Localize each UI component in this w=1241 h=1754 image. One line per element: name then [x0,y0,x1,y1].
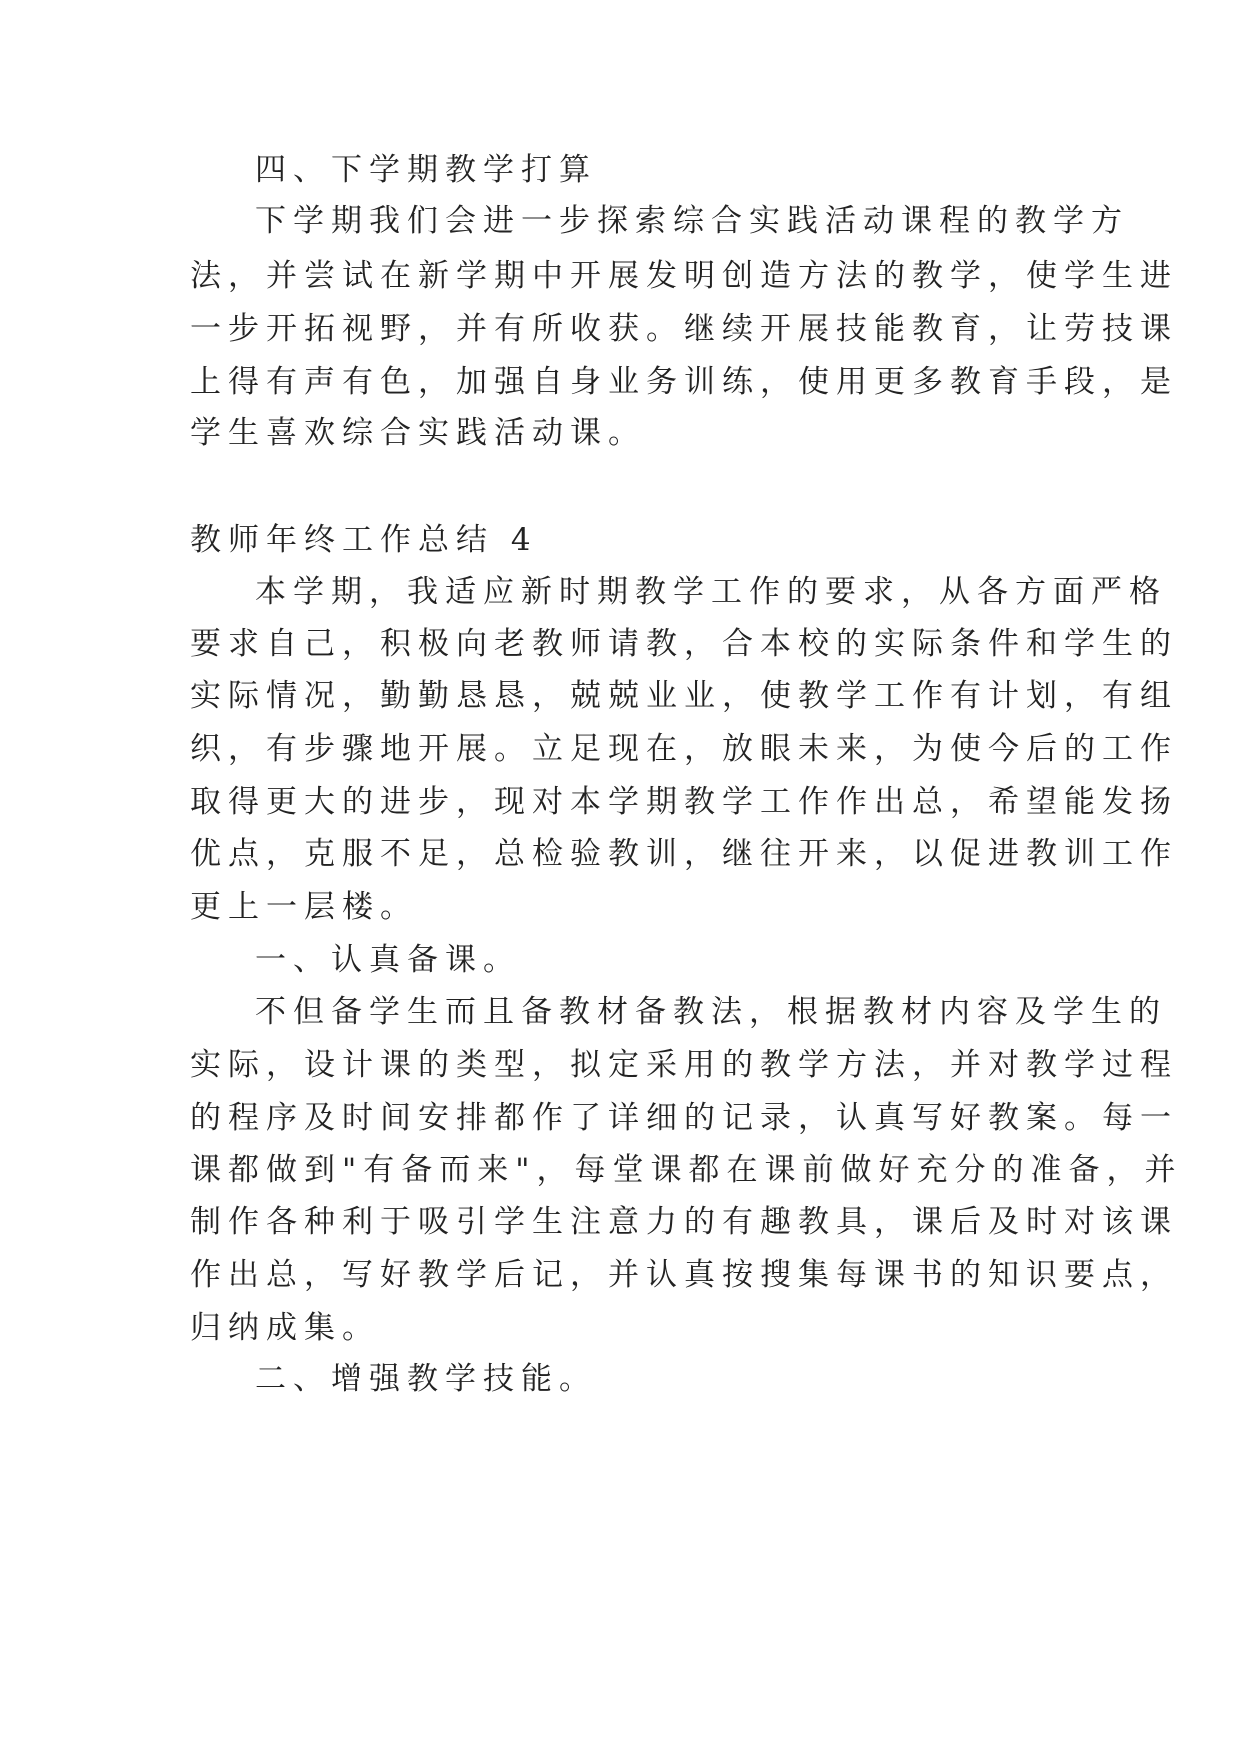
body-line: 下学期我们会进一步探索综合实践活动课程的教学方 [255,203,1129,239]
body-line: 一步开拓视野，并有所收获。继续开展技能教育，让劳技课 [190,311,1178,347]
body-line: 取得更大的进步，现对本学期教学工作作出总，希望能发扬 [190,784,1178,820]
body-line: 上得有声有色，加强自身业务训练，使用更多教育手段，是 [190,364,1178,400]
point-one-heading: 一、认真备课。 [255,942,521,978]
body-line: 优点，克服不足，总检验教训，继往开来，以促进教训工作 [190,836,1178,872]
body-line: 织，有步骤地开展。立足现在，放眼未来，为使今后的工作 [190,731,1178,767]
summary-title: 教师年终工作总结 4 [190,522,538,558]
body-line: 更上一层楼。 [190,889,418,925]
body-line: 学生喜欢综合实践活动课。 [190,415,646,451]
body-line: 法，并尝试在新学期中开展发明创造方法的教学，使学生进 [190,258,1178,294]
body-line: 制作各种利于吸引学生注意力的有趣教具，课后及时对该课 [190,1204,1178,1240]
body-line: 的程序及时间安排都作了详细的记录，认真写好教案。每一 [190,1100,1178,1136]
body-line: 实际，设计课的类型，拟定采用的教学方法，并对教学过程 [190,1047,1178,1083]
body-line: 实际情况，勤勤恳恳，兢兢业业，使教学工作有计划，有组 [190,678,1178,714]
body-line: 本学期，我适应新时期教学工作的要求，从各方面严格 [255,574,1167,610]
section-four-heading: 四、下学期教学打算 [255,152,597,188]
body-line: 课都做到"有备而来"，每堂课都在课前做好充分的准备，并 [190,1152,1183,1188]
point-two-heading: 二、增强教学技能。 [255,1361,597,1397]
body-line: 作出总，写好教学后记，并认真按搜集每课书的知识要点， [190,1257,1178,1293]
body-line: 要求自己，积极向老教师请教，合本校的实际条件和学生的 [190,626,1178,662]
body-line: 不但备学生而且备教材备教法，根据教材内容及学生的 [255,994,1167,1030]
body-line: 归纳成集。 [190,1310,380,1346]
